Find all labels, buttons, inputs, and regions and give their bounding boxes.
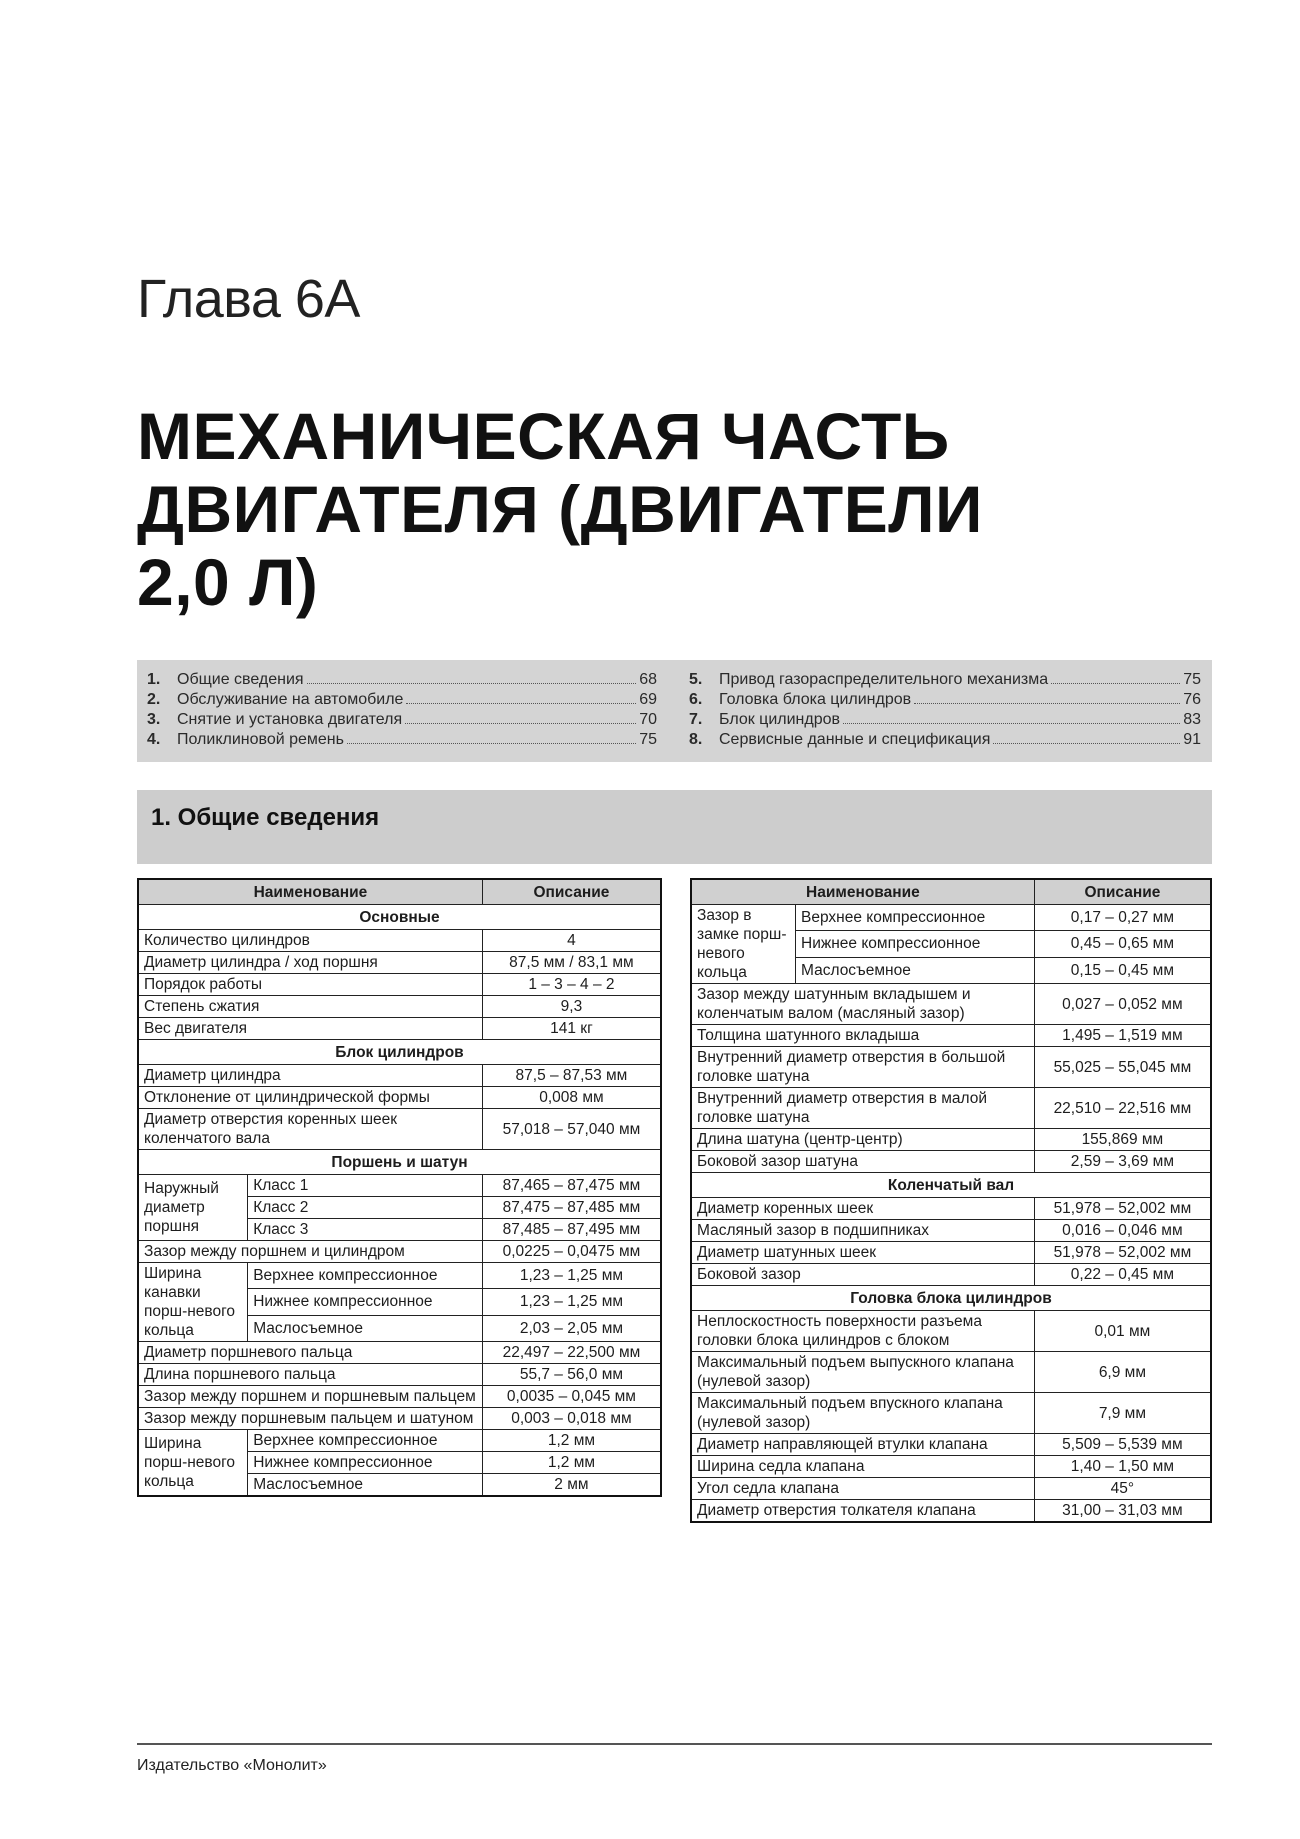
param-name-cell: Зазор между поршневым пальцем и шатуном [138, 1408, 482, 1430]
toc-text: Поликлиновой ремень [177, 731, 344, 748]
toc-item [689, 711, 1201, 731]
table-row [138, 1087, 661, 1109]
param-name-cell: Диаметр шатунных шеек [691, 1242, 1034, 1264]
toc-item [147, 671, 657, 691]
param-name-cell: Количество цилиндров [138, 930, 482, 952]
param-name-cell: Диаметр отверстия толкателя клапана [691, 1500, 1034, 1523]
table-row [691, 1047, 1211, 1088]
toc-leader-dots [843, 723, 1180, 724]
toc-number: 3. [147, 711, 161, 728]
subheader-cell: Коленчатый вал [691, 1173, 1211, 1198]
toc-text: Блок цилиндров [719, 711, 841, 728]
table-row [691, 1129, 1211, 1151]
param-value-cell: 57,018 – 57,040 мм [482, 1109, 661, 1150]
toc-page-number: 76 [1183, 691, 1201, 708]
toc-text: Снятие и установка двигателя [177, 711, 403, 728]
param-name-cell: Длина шатуна (центр-центр) [691, 1129, 1034, 1151]
param-name-cell: Зазор между поршнем и цилиндром [138, 1241, 482, 1263]
subheader-row [138, 1150, 661, 1175]
toc-item [147, 711, 657, 731]
table-row [691, 1151, 1211, 1173]
toc-text: Привод газораспределительного механизма [719, 671, 1049, 688]
param-name-cell: Порядок работы [138, 974, 482, 996]
param-name-cell: Класс 2 [248, 1197, 483, 1219]
group-label-cell: Наружный диаметр поршня [138, 1175, 248, 1241]
param-name-cell: Нижнее компрессионное [248, 1452, 483, 1474]
table-row [138, 1065, 661, 1087]
toc-column-left [147, 671, 657, 751]
param-name-cell: Боковой зазор шатуна [691, 1151, 1034, 1173]
toc-leader-dots [307, 683, 637, 684]
toc-page-number: 91 [1183, 731, 1201, 748]
param-value-cell: 0,0035 – 0,045 мм [482, 1386, 661, 1408]
toc-item [689, 691, 1201, 711]
param-value-cell: 87,485 – 87,495 мм [482, 1219, 661, 1241]
param-value-cell: 1,23 – 1,25 мм [482, 1263, 661, 1289]
table-row [691, 1393, 1211, 1434]
footer-publisher: Издательство «Монолит» [137, 1757, 327, 1774]
header-description: Описание [482, 879, 661, 905]
param-name-cell: Диаметр направляющей втулки клапана [691, 1434, 1034, 1456]
table-row [691, 1478, 1211, 1500]
group-label-cell: Ширина канавки порш-невого кольца [138, 1263, 248, 1342]
param-name-cell: Зазор между шатунным вкладышем и коленчатым валом (масляный зазор) [691, 984, 1034, 1025]
param-value-cell: 155,869 мм [1034, 1129, 1211, 1151]
header-description: Описание [1034, 879, 1211, 905]
table-row [691, 1434, 1211, 1456]
param-name-cell: Ширина седла клапана [691, 1456, 1034, 1478]
subheader-cell: Головка блока цилиндров [691, 1286, 1211, 1311]
toc-column-right [689, 671, 1201, 751]
table-row [138, 930, 661, 952]
toc-item [147, 731, 657, 751]
param-value-cell: 1,2 мм [482, 1430, 661, 1452]
toc-text: Обслуживание на автомобиле [177, 691, 404, 708]
toc-item [689, 671, 1201, 691]
param-value-cell: 1,2 мм [482, 1452, 661, 1474]
toc-number: 2. [147, 691, 161, 708]
param-value-cell: 1,495 – 1,519 мм [1034, 1025, 1211, 1047]
table-row [691, 1088, 1211, 1129]
param-name-cell: Нижнее компрессионное [796, 931, 1035, 957]
param-value-cell: 4 [482, 930, 661, 952]
spec-table-left-body [138, 905, 661, 1497]
param-name-cell: Внутренний диаметр отверстия в малой головке шатуна [691, 1088, 1034, 1129]
param-value-cell: 45° [1034, 1478, 1211, 1500]
section-header: 1. Общие сведения [137, 790, 1212, 864]
table-row [138, 1241, 661, 1263]
table-of-contents [137, 660, 1212, 762]
param-name-cell: Диаметр цилиндра / ход поршня [138, 952, 482, 974]
param-value-cell: 2,03 – 2,05 мм [482, 1315, 661, 1341]
toc-number: 7. [689, 711, 703, 728]
spec-table-left [137, 878, 662, 1497]
param-name-cell: Неплоскостность поверхности разъема головки блока цилиндров с блоком [691, 1311, 1034, 1352]
table-row [138, 1175, 661, 1197]
toc-page-number: 83 [1183, 711, 1201, 728]
toc-leader-dots [405, 723, 636, 724]
param-name-cell: Максимальный подъем впускного клапана (нулевой зазор) [691, 1393, 1034, 1434]
chapter-label: Глава 6А [137, 269, 360, 329]
param-name-cell: Степень сжатия [138, 996, 482, 1018]
param-value-cell: 5,509 – 5,539 мм [1034, 1434, 1211, 1456]
toc-page-number: 69 [639, 691, 657, 708]
param-name-cell: Маслосъемное [248, 1315, 483, 1341]
param-name-cell: Класс 3 [248, 1219, 483, 1241]
param-name-cell: Верхнее компрессионное [796, 905, 1035, 931]
param-value-cell: 2 мм [482, 1474, 661, 1497]
param-value-cell: 1,40 – 1,50 мм [1034, 1456, 1211, 1478]
param-value-cell: 0,027 – 0,052 мм [1034, 984, 1211, 1025]
toc-leader-dots [993, 743, 1180, 744]
table-row [691, 1242, 1211, 1264]
footer-divider [137, 1743, 1212, 1745]
table-row [691, 905, 1211, 931]
subheader-row [138, 905, 661, 930]
param-name-cell: Маслосъемное [248, 1474, 483, 1497]
param-value-cell: 22,497 – 22,500 мм [482, 1342, 661, 1364]
toc-number: 6. [689, 691, 703, 708]
param-name-cell: Верхнее компрессионное [248, 1430, 483, 1452]
param-value-cell: 0,17 – 0,27 мм [1034, 905, 1211, 931]
spec-table-right-body [691, 905, 1211, 1523]
param-name-cell: Диаметр отверстия коренных шеек коленчатого вала [138, 1109, 482, 1150]
param-value-cell: 0,22 – 0,45 мм [1034, 1264, 1211, 1286]
table-row [691, 1352, 1211, 1393]
param-value-cell: 2,59 – 3,69 мм [1034, 1151, 1211, 1173]
param-value-cell: 55,7 – 56,0 мм [482, 1364, 661, 1386]
param-value-cell: 87,5 – 87,53 мм [482, 1065, 661, 1087]
param-value-cell: 0,45 – 0,65 мм [1034, 931, 1211, 957]
spec-table-right [690, 878, 1212, 1523]
param-name-cell: Максимальный подъем выпускного клапана (нулевой зазор) [691, 1352, 1034, 1393]
param-name-cell: Класс 1 [248, 1175, 483, 1197]
toc-leader-dots [1051, 683, 1180, 684]
param-value-cell: 87,475 – 87,485 мм [482, 1197, 661, 1219]
toc-page-number: 75 [1183, 671, 1201, 688]
toc-leader-dots [914, 703, 1180, 704]
param-name-cell: Диаметр коренных шеек [691, 1198, 1034, 1220]
param-name-cell: Диаметр поршневого пальца [138, 1342, 482, 1364]
param-value-cell: 9,3 [482, 996, 661, 1018]
param-value-cell: 51,978 – 52,002 мм [1034, 1198, 1211, 1220]
param-name-cell: Боковой зазор [691, 1264, 1034, 1286]
param-value-cell: 0,016 – 0,046 мм [1034, 1220, 1211, 1242]
param-value-cell: 0,0225 – 0,0475 мм [482, 1241, 661, 1263]
table-row [138, 1342, 661, 1364]
header-name: Наименование [138, 879, 482, 905]
table-row [138, 1364, 661, 1386]
param-name-cell: Толщина шатунного вкладыша [691, 1025, 1034, 1047]
subheader-cell: Блок цилиндров [138, 1040, 661, 1065]
param-value-cell: 0,15 – 0,45 мм [1034, 957, 1211, 983]
toc-number: 5. [689, 671, 703, 688]
chapter-title: МЕХАНИЧЕСКАЯ ЧАСТЬ ДВИГАТЕЛЯ (ДВИГАТЕЛИ 2,0 Л) [137, 399, 983, 619]
table-row [138, 1263, 661, 1289]
toc-number: 1. [147, 671, 161, 688]
toc-leader-dots [347, 743, 636, 744]
param-name-cell: Внутренний диаметр отверстия в большой головке шатуна [691, 1047, 1034, 1088]
table-row [691, 1456, 1211, 1478]
param-value-cell: 1,23 – 1,25 мм [482, 1289, 661, 1315]
param-value-cell: 6,9 мм [1034, 1352, 1211, 1393]
subheader-row [691, 1173, 1211, 1198]
param-name-cell: Вес двигателя [138, 1018, 482, 1040]
param-name-cell: Нижнее компрессионное [248, 1289, 483, 1315]
table-row [138, 952, 661, 974]
table-row [691, 1264, 1211, 1286]
param-value-cell: 0,003 – 0,018 мм [482, 1408, 661, 1430]
param-name-cell: Диаметр цилиндра [138, 1065, 482, 1087]
subheader-cell: Основные [138, 905, 661, 930]
table-row [138, 996, 661, 1018]
header-name: Наименование [691, 879, 1034, 905]
group-label-cell: Зазор в замке порш-невого кольца [691, 905, 796, 984]
subheader-row [138, 1040, 661, 1065]
table-row [691, 1500, 1211, 1523]
param-name-cell: Угол седла клапана [691, 1478, 1034, 1500]
toc-page-number: 68 [639, 671, 657, 688]
table-row [138, 1430, 661, 1452]
table-row [691, 1025, 1211, 1047]
table-row [138, 1408, 661, 1430]
toc-text: Сервисные данные и спецификация [719, 731, 991, 748]
param-name-cell: Длина поршневого пальца [138, 1364, 482, 1386]
param-value-cell: 51,978 – 52,002 мм [1034, 1242, 1211, 1264]
table-row [691, 1198, 1211, 1220]
toc-text: Общие сведения [177, 671, 304, 688]
param-value-cell: 31,00 – 31,03 мм [1034, 1500, 1211, 1523]
subheader-cell: Поршень и шатун [138, 1150, 661, 1175]
param-name-cell: Зазор между поршнем и поршневым пальцем [138, 1386, 482, 1408]
table-row [691, 1311, 1211, 1352]
param-value-cell: 1 – 3 – 4 – 2 [482, 974, 661, 996]
toc-text: Головка блока цилиндров [719, 691, 912, 708]
param-value-cell: 141 кг [482, 1018, 661, 1040]
table-row [138, 1109, 661, 1150]
toc-item [689, 731, 1201, 751]
table-row [138, 1018, 661, 1040]
param-value-cell: 22,510 – 22,516 мм [1034, 1088, 1211, 1129]
toc-page-number: 70 [639, 711, 657, 728]
table-row [138, 974, 661, 996]
table-row [691, 984, 1211, 1025]
table-row [691, 1220, 1211, 1242]
param-value-cell: 55,025 – 55,045 мм [1034, 1047, 1211, 1088]
param-value-cell: 7,9 мм [1034, 1393, 1211, 1434]
param-value-cell: 0,008 мм [482, 1087, 661, 1109]
group-label-cell: Ширина порш-невого кольца [138, 1430, 248, 1497]
param-name-cell: Маслосъемное [796, 957, 1035, 983]
toc-item [147, 691, 657, 711]
param-value-cell: 87,5 мм / 83,1 мм [482, 952, 661, 974]
param-name-cell: Отклонение от цилиндрической формы [138, 1087, 482, 1109]
param-name-cell: Верхнее компрессионное [248, 1263, 483, 1289]
toc-leader-dots [406, 703, 636, 704]
toc-page-number: 75 [639, 731, 657, 748]
param-name-cell: Масляный зазор в подшипниках [691, 1220, 1034, 1242]
toc-number: 4. [147, 731, 161, 748]
toc-number: 8. [689, 731, 703, 748]
subheader-row [691, 1286, 1211, 1311]
param-value-cell: 87,465 – 87,475 мм [482, 1175, 661, 1197]
param-value-cell: 0,01 мм [1034, 1311, 1211, 1352]
table-row [138, 1386, 661, 1408]
